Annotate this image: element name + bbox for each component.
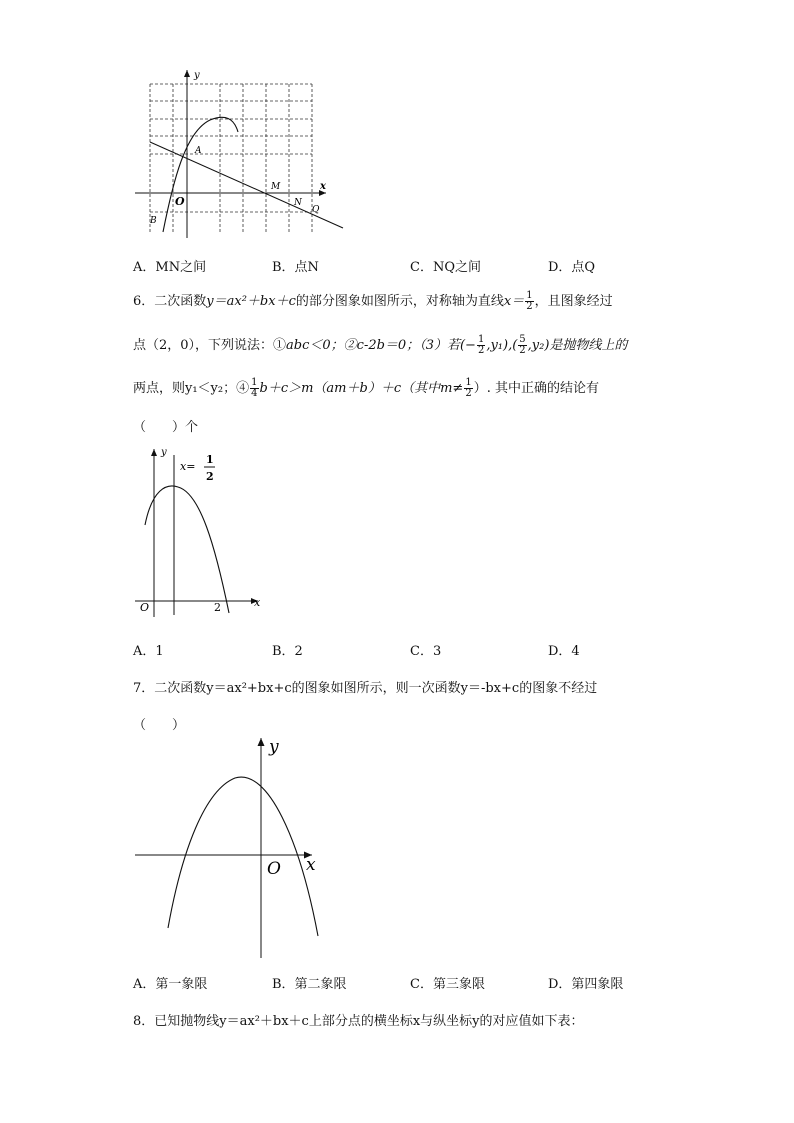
q6-text: abc＜0；②c-2b＝0；（3）若(− bbox=[286, 338, 476, 353]
option-c[interactable]: C．NQ之间 bbox=[410, 260, 481, 275]
q6-line-2 bbox=[133, 334, 627, 356]
origin-label: O bbox=[175, 195, 185, 208]
parabola-curve bbox=[145, 486, 229, 613]
q6-text: b＋c＞m（am＋b）＋c（其中m≠ bbox=[259, 381, 464, 396]
y-label: y bbox=[161, 447, 167, 458]
point-n-label: N bbox=[294, 198, 302, 208]
grid-figure bbox=[130, 62, 350, 242]
option-b[interactable]: B．点N bbox=[272, 260, 319, 275]
x-label: x bbox=[306, 855, 316, 875]
y-arrow-icon bbox=[151, 449, 157, 456]
q6-text: ，且图象经过 bbox=[534, 294, 613, 309]
y-arrow-icon bbox=[258, 738, 265, 746]
point-b-label: B bbox=[150, 216, 157, 226]
q6-line-3 bbox=[133, 377, 599, 399]
fraction-half: $\frac{1}{2}$ bbox=[465, 377, 472, 399]
y-label: y bbox=[194, 70, 200, 81]
fraction-half: $\frac{1}{2}$ bbox=[477, 334, 485, 356]
q8-line-1: 8．已知抛物线y＝ax²＋bx＋c上部分点的横坐标x与纵坐标y的对应值如下表： bbox=[133, 1014, 584, 1029]
q6-axis: x＝ bbox=[503, 294, 525, 309]
option-a[interactable]: A．1 bbox=[133, 644, 164, 659]
two-label: 2 bbox=[214, 601, 221, 614]
q7-figure bbox=[130, 730, 330, 960]
parabola-curve bbox=[163, 117, 238, 232]
axis-half-den: 2 bbox=[206, 470, 214, 483]
q6-text: ,y₁),( bbox=[486, 338, 518, 353]
y-arrow-icon bbox=[184, 70, 190, 77]
fraction-five-half: $\frac{5}{2}$ bbox=[519, 334, 526, 356]
grid-lines bbox=[150, 84, 312, 232]
option-d[interactable]: D．4 bbox=[548, 644, 580, 659]
q6-text: ,y₂)是抛物线上的 bbox=[527, 338, 628, 353]
q6-text: 两点，则y₁＜y₂；④ bbox=[133, 381, 250, 396]
x-label: x bbox=[320, 181, 326, 192]
origin-label: O bbox=[267, 859, 281, 879]
point-m-label: M bbox=[271, 182, 281, 192]
option-d[interactable]: D．第四象限 bbox=[548, 977, 624, 992]
option-b[interactable]: B．第二象限 bbox=[272, 977, 347, 992]
option-c[interactable]: C．第三象限 bbox=[410, 977, 485, 992]
q6-func: y＝ax²＋bx＋c bbox=[206, 294, 296, 309]
q6-line-1 bbox=[133, 290, 613, 312]
point-q-label: Q bbox=[312, 205, 320, 215]
point-a-label: A bbox=[195, 146, 202, 156]
origin-label: O bbox=[140, 601, 150, 614]
option-c[interactable]: C．3 bbox=[410, 644, 442, 659]
q6-text: 6．二次函数 bbox=[133, 294, 207, 309]
parabola-curve bbox=[168, 777, 318, 936]
fraction-half: $\frac{1}{2}$ bbox=[526, 290, 533, 312]
q6-text: 点（2，0），下列说法：① bbox=[133, 338, 287, 353]
option-b[interactable]: B．2 bbox=[272, 644, 303, 659]
option-d[interactable]: D．点Q bbox=[548, 260, 596, 275]
q6-text: ）. 其中正确的结论有 bbox=[473, 381, 599, 396]
axis-half-num: 1 bbox=[206, 453, 214, 466]
option-a[interactable]: A．第一象限 bbox=[133, 977, 208, 992]
q6-line-4: （ ）个 bbox=[133, 420, 199, 435]
q6-text: 的部分图象如图所示，对称轴为直线 bbox=[295, 294, 504, 309]
y-label: y bbox=[269, 737, 279, 757]
straight-line bbox=[150, 142, 343, 228]
option-a[interactable]: A．MN之间 bbox=[133, 260, 207, 275]
q7-line-1: 7．二次函数y＝ax²+bx+c的图象如图所示，则一次函数y＝-bx+c的图象不经过 bbox=[133, 681, 598, 696]
q7-line-2: （ ） bbox=[133, 718, 186, 733]
q6-figure bbox=[130, 445, 270, 625]
fraction-quarter: $\frac{1}{4}$ bbox=[251, 377, 258, 399]
x-label: x bbox=[254, 596, 261, 609]
axis-label: x= bbox=[180, 460, 196, 473]
